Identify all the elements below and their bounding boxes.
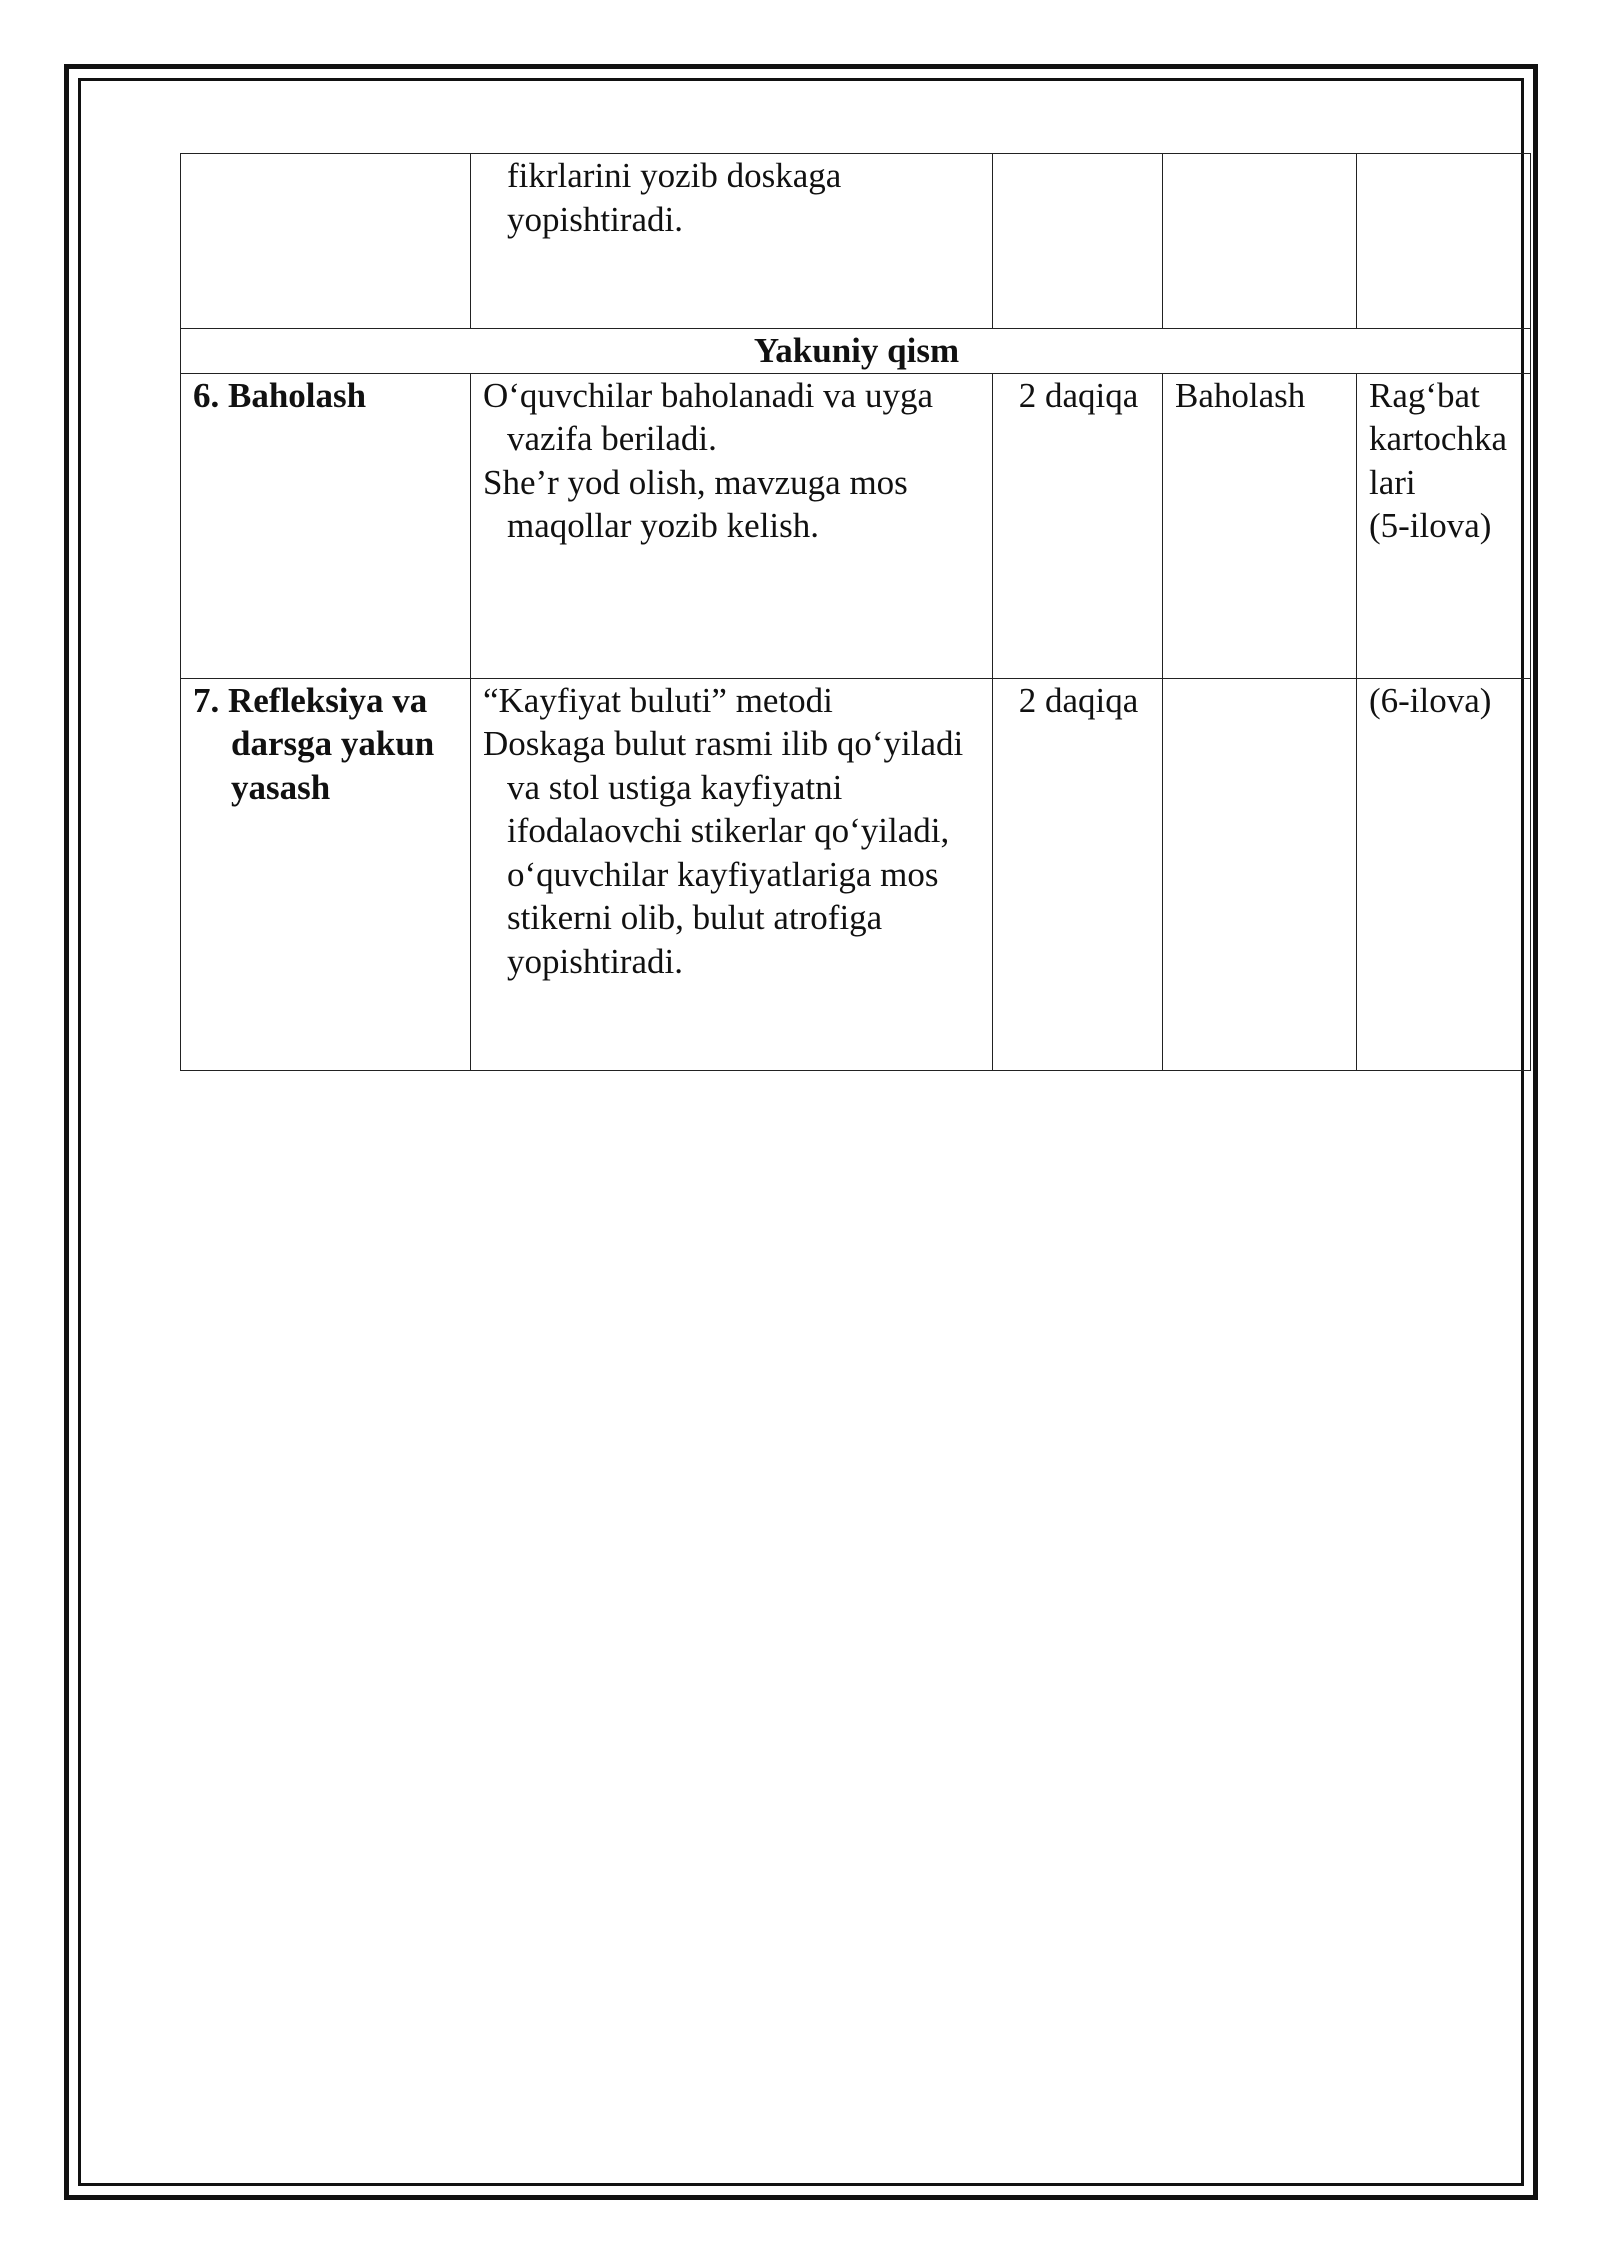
table-row xyxy=(181,373,1531,678)
resources-cell xyxy=(1357,678,1531,1070)
method-cell: Baholash xyxy=(1163,373,1357,678)
stage-cell xyxy=(181,678,471,1070)
section-heading-row xyxy=(181,329,1531,374)
section-heading: Yakuniy qism xyxy=(181,329,1531,374)
content-cell xyxy=(471,678,993,1070)
content-paragraph: Doskaga bulut rasmi ilib qo‘yiladi va stol ustiga kayfiyatni ifodalaovchi stikerlar qo‘yiladi, o‘quvchilar kayfiyatlariga mos stikerni olib, bulut atrofiga yopishtiradi. xyxy=(483,724,964,981)
lesson-plan-table xyxy=(180,153,1531,1071)
resources-line: (6-ilova) xyxy=(1369,680,1492,720)
stage-cell xyxy=(181,154,471,329)
method-cell xyxy=(1163,154,1357,329)
resources-line: kartochka xyxy=(1369,419,1507,458)
time-cell: 2 daqiqa xyxy=(993,678,1163,1070)
time-cell: 2 daqiqa xyxy=(993,373,1163,678)
content-cell xyxy=(471,154,993,329)
resources-line: Rag‘bat xyxy=(1369,375,1480,415)
content-line: yopishtiradi. xyxy=(507,199,683,239)
resources-line: (5-ilova) xyxy=(1369,506,1492,545)
resources-cell xyxy=(1357,373,1531,678)
stage-cell xyxy=(181,373,471,678)
table-row-continuation xyxy=(181,154,1531,329)
content-cell xyxy=(471,373,993,678)
content-paragraph: She’r yod olish, mavzuga mos maqollar yozib kelish. xyxy=(483,462,908,545)
table-row xyxy=(181,678,1531,1070)
resources-line: lari xyxy=(1369,462,1416,502)
content-paragraph: “Kayfiyat buluti” metodi xyxy=(483,680,833,720)
stage-label: 7. Refleksiya va darsga yakun yasash xyxy=(193,680,435,807)
method-cell xyxy=(1163,678,1357,1070)
stage-label: 6. Baholash xyxy=(193,375,367,415)
time-cell xyxy=(993,154,1163,329)
content-paragraph: O‘quvchilar baholanadi va uyga vazifa beriladi. xyxy=(483,375,933,458)
content-line: fikrlarini yozib doskaga xyxy=(507,156,842,195)
resources-cell xyxy=(1357,154,1531,329)
